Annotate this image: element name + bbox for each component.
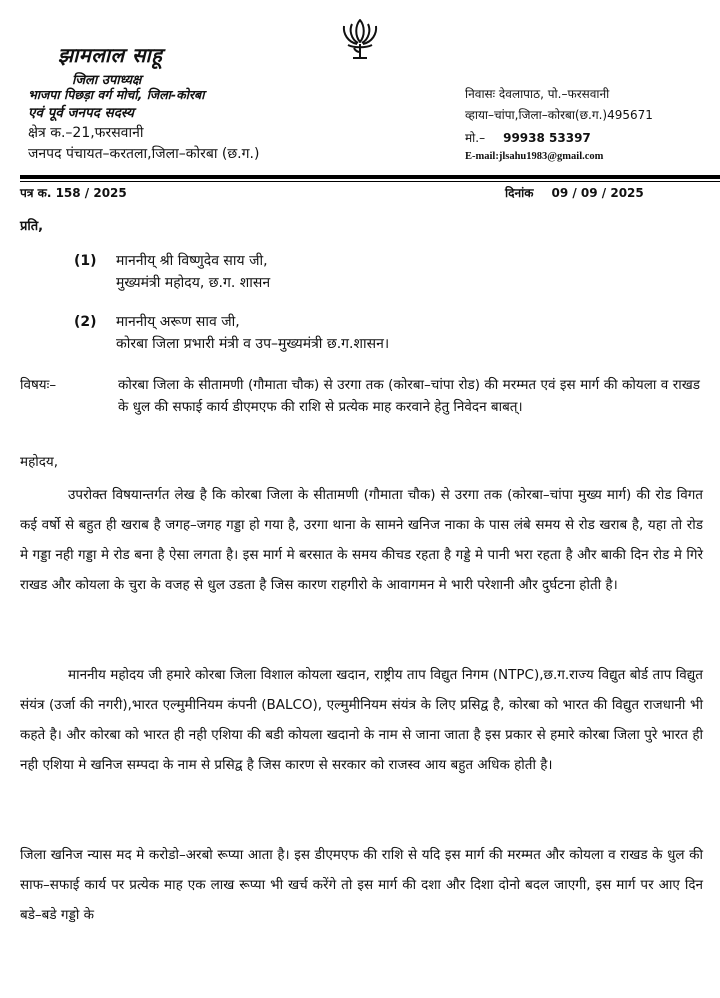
addressee-title: कोरबा जिला प्रभारी मंत्री व उप–मुख्यमंत्री छ.ग.शासन।	[116, 336, 390, 352]
mobile-number: 99938 53397	[503, 131, 591, 145]
contact-residence: निवासः देवलापाठ, पो.–फरसवानी	[465, 87, 610, 101]
paragraph-text: उपरोक्त विषयान्तर्गत लेख है कि कोरबा जिला के सीतामणी (गौमाता चौक) से उरगा तक (कोरबा–चांपा मुख्य मार्ग) की रोड विगत कई वर्षो से बहुत ही खराब है जगह–जगह गड्डा हो गया है, उरगा थाना के सामने खनिज नाका के पास लंबे समय से रोड खराब है, यहा तो रोड मे गड्डा नही गड्डा मे रोड बना है ऐसा लगता है। इस मार्ग मे बरसात के समय कीचड रहता है गड्डे मे पानी भरा रहता है और बाकी दिन रोड मे गिरे राखड और कोयला के चुरा के वजह से धुल उडता है जिस कारण राहगीरो के आवागमन मे भारी परेशानी और दुर्घटना होती है।	[20, 487, 703, 593]
to-label: प्रति,	[20, 219, 44, 234]
header-divider-thick	[20, 175, 720, 179]
contact-email: E-mail:jlsahu1983@gmail.com	[465, 151, 604, 162]
sender-former-post: एवं पूर्व जनपद सदस्य	[28, 105, 134, 121]
lotus-logo-icon	[336, 14, 384, 62]
contact-via: व्हाया–चांपा,जिला–कोरबा(छ.ग.)495671	[465, 108, 653, 122]
salutation: महोदय,	[20, 454, 59, 470]
addressee-name: माननीय् श्री विष्णुदेव साय जी,	[116, 253, 268, 269]
subject-block	[20, 375, 700, 418]
contact-mobile	[465, 129, 591, 146]
header-divider-thin	[20, 181, 720, 182]
addressee-name: माननीय् अरूण साव जी,	[116, 314, 240, 330]
body-paragraph-3	[20, 840, 703, 930]
sender-panchayat: जनपद पंचायत–करतला,जिला–कोरबा (छ.ग.)	[28, 146, 260, 162]
sender-organization: भाजपा पिछड़ा वर्ग मोर्चा, जिला-कोरबा	[28, 87, 205, 102]
date-value: 09 / 09 / 2025	[551, 186, 644, 200]
addressee-number: (1)	[74, 253, 97, 269]
addressee-1	[74, 250, 271, 294]
paragraph-text: माननीय महोदय जी हमारे कोरबा जिला विशाल कोयला खदान, राष्ट्रीय ताप विद्युत निगम (NTPC),छ.ग.राज्य विद्युत बोर्ड ताप विद्युत संयंत्र (उर्जा की नगरी),भारत एल्मुमीनियम कंपनी (BALCO), एल्मुमीनियम संयंत्र के लिए प्रसिद्व है, कोरबा को भारत की विद्युत राजधानी भी कहते है। और कोरबा को भारत ही नही एशिया की बडी कोयला खदानो के नाम से जाना जाता है इस प्रकार से हमारे कोरबा जिला पुरे भारत ही नही एशिया मे खनिज सम्पदा के नाम से प्रसिद्व है जिस कारण से सरकार को राजस्व आय बहुत अधिक होती है।	[20, 667, 703, 773]
letter-number: पत्र क. 158 / 2025	[20, 186, 127, 200]
addressee-title: मुख्यमंत्री महोदय, छ.ग. शासन	[116, 275, 271, 291]
body-paragraph-2	[20, 660, 703, 780]
body-paragraph-1	[20, 480, 703, 600]
subject-label: विषयः–	[20, 377, 57, 393]
sender-designation: जिला उपाध्यक्ष	[72, 73, 142, 88]
sender-name: झामलाल साहू	[58, 43, 163, 67]
subject-text: कोरबा जिला के सीतामणी (गौमाता चौक) से उरगा तक (कोरबा–चांपा रोड) की मरम्मत एवं इस मार्ग की कोयला व राखड के धुल की सफाई कार्य डीएमएफ की राशि से प्रत्येक माह करवाने हेतु निवेदन बाबत्।	[118, 377, 700, 415]
letter-date	[505, 184, 644, 201]
date-label: दिनांक	[505, 186, 534, 200]
sender-constituency: क्षेत्र क.–21,फरसवानी	[28, 125, 144, 141]
addressee-2	[74, 311, 390, 355]
addressee-number: (2)	[74, 314, 97, 330]
mobile-label: मो.–	[465, 131, 486, 145]
paragraph-text: जिला खनिज न्यास मद मे करोडो–अरबो रूप्या आता है। इस डीएमएफ की राशि से यदि इस मार्ग की मरम्मत और कोयला व राखड के धुल की साफ–सफाई कार्य पर प्रत्येक माह एक लाख रूप्या भी खर्च करेंगे तो इस मार्ग की दशा और दिशा दोनो बदल जाएगी, इस मार्ग पर आए दिन बडे–बडे गड्डो के	[20, 847, 703, 923]
